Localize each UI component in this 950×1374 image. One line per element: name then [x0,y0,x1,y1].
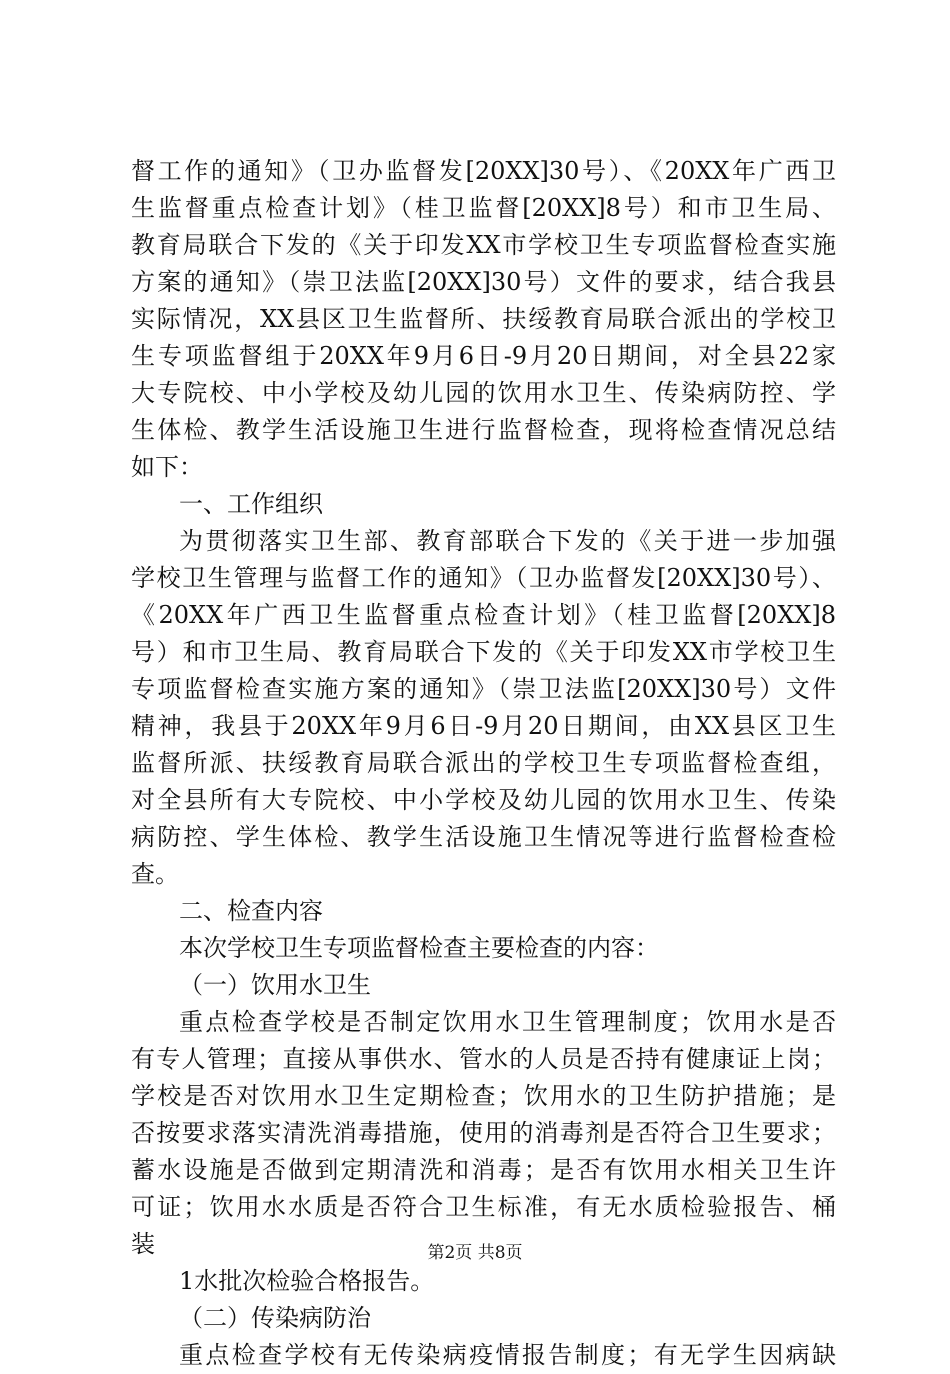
text-line: 生体检、教学生活设施卫生进行监督检查，现将检查情况总结 [131,416,836,444]
text-line: 督工作的通知》（卫办监督发[20XX]30号）、《20XX年广西卫 [131,157,836,185]
text-line: 方案的通知》（崇卫法监[20XX]30号）文件的要求，结合我县 [131,268,836,296]
text-line: 重点检查学校是否制定饮用水卫生管理制度；饮用水是否 [179,1008,836,1036]
text-line: 对全县所有大专院校、中小学校及幼儿园的饮用水卫生、传染 [131,786,836,814]
text-line: 教育局联合下发的《关于印发XX市学校卫生专项监督检查实施 [131,231,836,259]
document-body [131,153,836,1374]
text-line: 为贯彻落实卫生部、教育部联合下发的《关于进一步加强 [179,527,836,555]
text-line: 如下： [131,453,203,481]
text-line: 否按要求落实清洗消毒措施，使用的消毒剂是否符合卫生要求； [131,1119,836,1147]
text-line: 《20XX年广西卫生监督重点检查计划》（桂卫监督[20XX]8 [131,601,836,629]
text-line: （一）饮用水卫生 [179,971,371,999]
text-line: 蓄水设施是否做到定期清洗和消毒；是否有饮用水相关卫生许 [131,1156,836,1184]
text-line: 有专人管理；直接从事供水、管水的人员是否持有健康证上岗； [131,1045,836,1073]
text-line: 1水批次检验合格报告。 [179,1267,435,1295]
text-line: 装 [131,1230,155,1258]
text-line: 大专院校、中小学校及幼儿园的饮用水卫生、传染病防控、学 [131,379,836,407]
text-line: 查。 [131,860,179,888]
text-line: 一、工作组织 [179,490,323,518]
text-line: 监督所派、扶绥教育局联合派出的学校卫生专项监督检查组， [131,749,836,777]
text-line: 学校卫生管理与监督工作的通知》（卫办监督发[20XX]30号）、 [131,564,836,592]
text-line: 本次学校卫生专项监督检查主要检查的内容： [179,934,659,962]
text-line: 专项监督检查实施方案的通知》（崇卫法监[20XX]30号）文件 [131,675,836,703]
text-line: 病防控、学生体检、教学生活设施卫生情况等进行监督检查检 [131,823,836,851]
text-line: 号）和市卫生局、教育局联合下发的《关于印发XX市学校卫生 [131,638,836,666]
text-line: 重点检查学校有无传染病疫情报告制度；有无学生因病缺 [179,1341,836,1369]
text-line: 生监督重点检查计划》（桂卫监督[20XX]8号）和市卫生局、 [131,194,836,222]
text-line: 精神，我县于20XX年9月6日-9月20日期间，由XX县区卫生 [131,712,836,740]
text-line: 生专项监督组于20XX年9月6日-9月20日期间，对全县22家 [131,342,836,370]
page-footer: 第2页 共8页 [427,1243,523,1263]
text-line: 二、检查内容 [179,897,323,925]
text-line: 学校是否对饮用水卫生定期检查；饮用水的卫生防护措施；是 [131,1082,836,1110]
text-line: 实际情况，XX县区卫生监督所、扶绥教育局联合派出的学校卫 [131,305,836,333]
text-line: 可证；饮用水水质是否符合卫生标准，有无水质检验报告、桶 [131,1193,836,1221]
text-line: （二）传染病防治 [179,1304,371,1332]
